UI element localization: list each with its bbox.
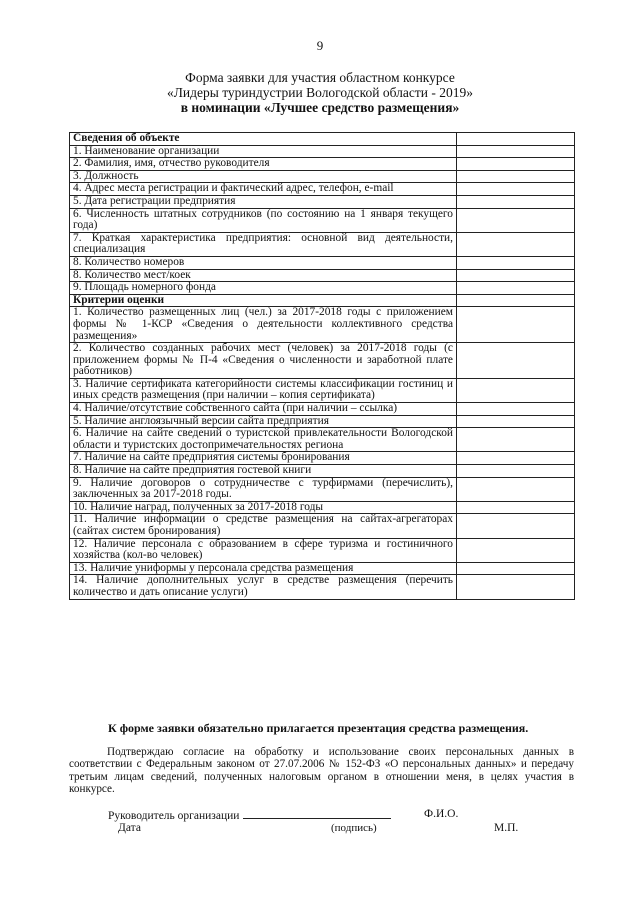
table-row	[70, 145, 575, 158]
table-row	[70, 514, 575, 538]
criteria-row-value-field[interactable]	[457, 477, 575, 501]
object-info-row-label: 1. Наименование организации	[70, 145, 457, 158]
table-row	[70, 378, 575, 402]
form-header	[0, 70, 640, 115]
criteria-row-label: 1. Количество размещенных лиц (чел.) за 2017-2018 годы с приложением формы № 1-КСР «Сведения о деятельности коллективного средства размещения»	[70, 307, 457, 343]
table-row	[70, 562, 575, 575]
object-info-row-value-field[interactable]	[457, 158, 575, 171]
criteria-row-value-field[interactable]	[457, 343, 575, 379]
object-info-row-value-field[interactable]	[457, 183, 575, 196]
head-signature-row	[108, 808, 391, 822]
header-line-1: Форма заявки для участия областном конкурсе	[185, 70, 455, 85]
section-criteria	[70, 294, 575, 307]
header-line-2: «Лидеры туриндустрии Вологодской области - 2019»	[167, 85, 473, 100]
table-row	[70, 465, 575, 478]
stamp-label: М.П.	[494, 822, 519, 834]
criteria-row-label: 11. Наличие информации о средстве размещения на сайтах-агрегаторах (сайтах систем бронирования)	[70, 514, 457, 538]
object-info-row-value-field[interactable]	[457, 195, 575, 208]
criteria-row-value-field[interactable]	[457, 514, 575, 538]
criteria-row-value-field[interactable]	[457, 415, 575, 428]
presentation-note: К форме заявки обязательно прилагается презентация средства размещения.	[108, 721, 529, 735]
table-row	[70, 256, 575, 269]
table-row	[70, 538, 575, 562]
table-row	[70, 208, 575, 232]
section-criteria-value-cell	[457, 294, 575, 307]
criteria-row-label: 6. Наличие на сайте сведений о туристской привлекательности Вологодской области и туристских достопримечательностях региона	[70, 428, 457, 452]
table-row	[70, 452, 575, 465]
criteria-row-value-field[interactable]	[457, 575, 575, 599]
criteria-row-label: 7. Наличие на сайте предприятия системы бронирования	[70, 452, 457, 465]
table-row	[70, 269, 575, 282]
object-info-row-value-field[interactable]	[457, 269, 575, 282]
object-info-row-value-field[interactable]	[457, 282, 575, 295]
criteria-row-value-field[interactable]	[457, 307, 575, 343]
table-row	[70, 282, 575, 295]
header-line-3: в номинации «Лучшее средство размещения»	[180, 100, 460, 115]
section-object-info	[70, 133, 575, 146]
date-label: Дата	[118, 822, 141, 834]
criteria-row-label: 8. Наличие на сайте предприятия гостевой книги	[70, 465, 457, 478]
object-info-row-label: 6. Численность штатных сотрудников (по состоянию на 1 января текущего года)	[70, 208, 457, 232]
criteria-row-label: 9. Наличие договоров о сотрудничестве с турфирмами (перечислить), заключенных за 2017-2018 годы.	[70, 477, 457, 501]
table-row	[70, 343, 575, 379]
object-info-row-label: 8. Количество мест/коек	[70, 269, 457, 282]
criteria-row-label: 3. Наличие сертификата категорийности системы классификации гостиниц и иных средств размещения (при наличии – копия сертификата)	[70, 378, 457, 402]
section-object-info-title: Сведения об объекте	[70, 133, 457, 146]
criteria-row-label: 14. Наличие дополнительных услуг в средстве размещения (перечить количество и дать описание услуги)	[70, 575, 457, 599]
criteria-row-value-field[interactable]	[457, 465, 575, 478]
criteria-row-value-field[interactable]	[457, 501, 575, 514]
table-row	[70, 477, 575, 501]
object-info-row-value-field[interactable]	[457, 145, 575, 158]
object-info-row-label: 8. Количество номеров	[70, 256, 457, 269]
table-row	[70, 232, 575, 256]
criteria-row-value-field[interactable]	[457, 378, 575, 402]
criteria-row-label: 12. Наличие персонала с образованием в сфере туризма и гостиничного хозяйства (кол-во человек)	[70, 538, 457, 562]
table-row	[70, 428, 575, 452]
section-object-info-value-cell	[457, 133, 575, 146]
criteria-row-label: 13. Наличие униформы у персонала средства размещения	[70, 562, 457, 575]
table-row	[70, 158, 575, 171]
section-criteria-title: Критерии оценки	[70, 294, 457, 307]
object-info-row-value-field[interactable]	[457, 232, 575, 256]
object-info-row-value-field[interactable]	[457, 256, 575, 269]
table-row	[70, 575, 575, 599]
table-row	[70, 170, 575, 183]
table-row	[70, 195, 575, 208]
object-info-row-label: 7. Краткая характеристика предприятия: основной вид деятельности, специализация	[70, 232, 457, 256]
table-row	[70, 501, 575, 514]
object-info-row-label: 9. Площадь номерного фонда	[70, 282, 457, 295]
criteria-row-value-field[interactable]	[457, 403, 575, 416]
signature-line	[243, 808, 391, 819]
criteria-row-label: 4. Наличие/отсутствие собственного сайта (при наличии – ссылка)	[70, 403, 457, 416]
signature-caption: (подпись)	[331, 822, 377, 834]
object-info-row-value-field[interactable]	[457, 170, 575, 183]
criteria-row-value-field[interactable]	[457, 452, 575, 465]
page-number: 9	[316, 38, 324, 53]
table-row	[70, 183, 575, 196]
criteria-row-label: 5. Наличие англоязычный версии сайта предприятия	[70, 415, 457, 428]
criteria-row-value-field[interactable]	[457, 538, 575, 562]
head-label: Руководитель организации	[108, 810, 240, 822]
consent-text: Подтверждаю согласие на обработку и использование своих персональных данных в соответствии с Федеральным законом от 27.07.2006 № 152-ФЗ «О персональных данных» и передачу третьим лицам сведений, полученных налоговым органом в отношении меня, в целях участия в конкурсе.	[69, 746, 574, 796]
object-info-row-label: 5. Дата регистрации предприятия	[70, 195, 457, 208]
table-row	[70, 415, 575, 428]
object-info-row-label: 2. Фамилия, имя, отчество руководителя	[70, 158, 457, 171]
object-info-row-label: 3. Должность	[70, 170, 457, 183]
object-info-row-value-field[interactable]	[457, 208, 575, 232]
table-row	[70, 403, 575, 416]
table-row	[70, 307, 575, 343]
criteria-row-label: 2. Количество созданных рабочих мест (человек) за 2017-2018 годы (с приложением формы № П-4 «Сведения о численности и заработной плате работников)	[70, 343, 457, 379]
fio-label: Ф.И.О.	[424, 808, 459, 820]
criteria-row-value-field[interactable]	[457, 428, 575, 452]
object-info-row-label: 4. Адрес места регистрации и фактический адрес, телефон, e-mail	[70, 183, 457, 196]
application-form-table	[69, 132, 575, 600]
criteria-row-label: 10. Наличие наград, полученных за 2017-2018 годы	[70, 501, 457, 514]
criteria-row-value-field[interactable]	[457, 562, 575, 575]
